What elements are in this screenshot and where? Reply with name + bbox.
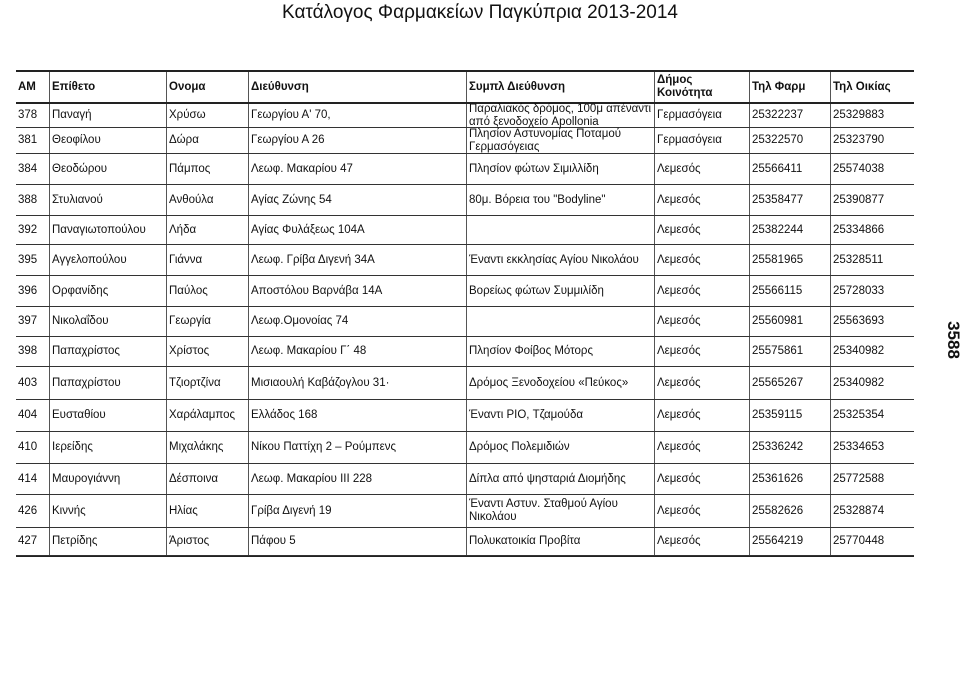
cell-name: Δώρα [166,128,248,153]
header-address: Διεύθυνση [248,72,466,102]
cell-name: Χρίστος [166,337,248,366]
cell-municipality: Λεμεσός [654,185,749,215]
cell-pharmacy-phone: 25582626 [749,495,830,527]
cell-name: Γεωργία [166,307,248,336]
cell-home-phone: 25772588 [830,464,914,494]
cell-home-phone: 25334866 [830,216,914,244]
pharmacy-table [16,70,914,557]
cell-address: Λεωφ. Γρίβα Διγενή 34Α [248,245,466,275]
cell-pharmacy-phone: 25358477 [749,185,830,215]
cell-name: Γιάννα [166,245,248,275]
cell-extra-address: Δρόμος Ξενοδοχείου «Πεύκος» [466,367,654,399]
cell-municipality: Λεμεσός [654,154,749,184]
cell-address: Μισιαουλή Καβάζογλου 31· [248,367,466,399]
cell-address: Αποστόλου Βαρνάβα 14Α [248,276,466,306]
cell-extra-address: Δρόμος Πολεμιδιών [466,432,654,463]
header-name: Ονομα [166,72,248,102]
cell-surname: Παπαχρίστου [49,367,166,399]
cell-address: Πάφου 5 [248,528,466,555]
header-municipality: Δήμος Κοινότητα [654,72,749,102]
cell-extra-address: Πολυκατοικία Προβίτα [466,528,654,555]
table-row [16,528,914,556]
table-row [16,337,914,367]
cell-surname: Ιερείδης [49,432,166,463]
cell-home-phone: 25340982 [830,367,914,399]
cell-pharmacy-phone: 25322570 [749,128,830,153]
cell-am: 381 [18,134,38,146]
cell-home-phone: 25390877 [830,185,914,215]
cell-address: Λεωφ. Μακαρίου Γ΄ 48 [248,337,466,366]
cell-municipality: Λεμεσός [654,528,749,555]
cell-address: Λεωφ.Ομονοίας 74 [248,307,466,336]
cell-name: Τζιορτζίνα [166,367,248,399]
cell-pharmacy-phone: 25566411 [749,154,830,184]
cell-pharmacy-phone: 25361626 [749,464,830,494]
cell-am: 403 [18,376,38,389]
cell-surname: Παπαχρίστος [49,337,166,366]
table-row [16,276,914,307]
cell-home-phone: 25563693 [830,307,914,336]
cell-home-phone: 25328874 [830,495,914,527]
cell-extra-address: Παραλιακός δρόμος, 100μ απέναντι από ξενοδοχείο Apollonia [466,104,654,127]
cell-surname: Θεοδώρου [49,154,166,184]
cell-surname: Πετρίδης [49,528,166,555]
cell-pharmacy-phone: 25322237 [749,104,830,127]
cell-surname: Ορφανίδης [49,276,166,306]
cell-surname: Αγγελοπούλου [49,245,166,275]
cell-extra-address: Πλησίον φώτων Σιμιλλίδη [466,154,654,184]
cell-extra-address: Έναντι PIO, Τζαμούδα [466,400,654,431]
cell-am: 426 [18,504,38,517]
cell-address: Νίκου Παττίχη 2 – Ρούμπενς [248,432,466,463]
cell-name: Ηλίας [166,495,248,527]
cell-address: Αγίας Φυλάξεως 104Α [248,216,466,244]
cell-home-phone: 25574038 [830,154,914,184]
cell-pharmacy-phone: 25564219 [749,528,830,555]
page-title: Κατάλογος Φαρμακείων Παγκύπρια 2013-2014 [282,2,678,23]
table-row [16,128,914,154]
cell-extra-address: Έναντι εκκλησίας Αγίου Νικολάου [466,245,654,275]
cell-am: 384 [18,162,38,175]
table-row [16,154,914,185]
cell-surname: Ευσταθίου [49,400,166,431]
cell-extra-address: Βορείως φώτων Συμμιλίδη [466,276,654,306]
header-am: ΑΜ [18,80,36,93]
cell-extra-address [466,216,654,244]
cell-name: Παύλος [166,276,248,306]
cell-pharmacy-phone: 25560981 [749,307,830,336]
cell-municipality: Λεμεσός [654,307,749,336]
cell-surname: Κιννής [49,495,166,527]
header-pharmacy-phone: Τηλ Φαρμ [749,72,830,102]
cell-municipality: Λεμεσός [654,432,749,463]
cell-name: Χρύσω [166,104,248,127]
cell-home-phone: 25328511 [830,245,914,275]
header-home-phone: Τηλ Οικίας [830,72,914,102]
cell-municipality: Γερμασόγεια [654,128,749,153]
cell-municipality: Λεμεσός [654,216,749,244]
table-row [16,400,914,432]
cell-am: 397 [18,315,38,327]
cell-surname: Στυλιανού [49,185,166,215]
table-row [16,464,914,495]
table-header [16,72,914,104]
cell-extra-address: Πλησίον Αστυνομίας Ποταμού Γερμασόγειας [466,128,654,153]
table-row [16,495,914,528]
cell-municipality: Λεμεσός [654,495,749,527]
cell-address: Γεωργίου Α 26 [248,128,466,153]
cell-pharmacy-phone: 25566115 [749,276,830,306]
cell-name: Χαράλαμπος [166,400,248,431]
cell-pharmacy-phone: 25336242 [749,432,830,463]
table-row [16,185,914,216]
cell-municipality: Λεμεσός [654,337,749,366]
cell-name: Μιχαλάκης [166,432,248,463]
cell-am: 398 [18,345,38,357]
cell-municipality: Λεμεσός [654,400,749,431]
cell-address: Λεωφ. Μακαρίου 47 [248,154,466,184]
cell-name: Δέσποινα [166,464,248,494]
cell-name: Ανθούλα [166,185,248,215]
cell-address: Γεωργίου Α' 70, [248,104,466,127]
cell-extra-address: 80μ. Βόρεια του "Bodyline" [466,185,654,215]
cell-pharmacy-phone: 25359115 [749,400,830,431]
table-row [16,245,914,276]
cell-am: 392 [18,223,38,236]
cell-am: 427 [18,535,38,547]
cell-name: Πάμπος [166,154,248,184]
page-number: 3588 [943,321,963,359]
cell-home-phone: 25340982 [830,337,914,366]
cell-pharmacy-phone: 25581965 [749,245,830,275]
cell-am: 378 [18,109,38,121]
table-row [16,307,914,337]
cell-municipality: Λεμεσός [654,276,749,306]
cell-extra-address: Δίπλα από ψησταριά Διομήδης [466,464,654,494]
table-row [16,216,914,245]
cell-pharmacy-phone: 25565267 [749,367,830,399]
cell-address: Λεωφ. Μακαρίου ΙΙΙ 228 [248,464,466,494]
cell-municipality: Λεμεσός [654,464,749,494]
cell-address: Αγίας Ζώνης 54 [248,185,466,215]
header-extra-address: Συμπλ Διεύθυνση [466,72,654,102]
cell-home-phone: 25329883 [830,104,914,127]
header-surname: Επίθετο [49,72,166,102]
cell-municipality: Γερμασόγεια [654,104,749,127]
cell-surname: Θεοφίλου [49,128,166,153]
cell-am: 388 [18,193,38,206]
cell-am: 396 [18,284,38,297]
cell-home-phone: 25334653 [830,432,914,463]
cell-address: Ελλάδος 168 [248,400,466,431]
cell-name: Άριστος [166,528,248,555]
cell-am: 414 [18,472,38,485]
cell-surname: Μαυρογιάννη [49,464,166,494]
cell-extra-address: Έναντι Αστυν. Σταθμού Αγίου Νικολάου [466,495,654,527]
cell-surname: Παναγιωτοπούλου [49,216,166,244]
cell-pharmacy-phone: 25382244 [749,216,830,244]
cell-municipality: Λεμεσός [654,367,749,399]
cell-home-phone: 25728033 [830,276,914,306]
cell-home-phone: 25325354 [830,400,914,431]
cell-address: Γρίβα Διγενή 19 [248,495,466,527]
cell-home-phone: 25770448 [830,528,914,555]
cell-extra-address [466,307,654,336]
cell-am: 410 [18,441,38,453]
cell-pharmacy-phone: 25575861 [749,337,830,366]
cell-am: 404 [18,409,38,421]
cell-extra-address: Πλησίον Φοίβος Μότορς [466,337,654,366]
cell-surname: Νικολαΐδου [49,307,166,336]
table-row [16,104,914,128]
cell-name: Λήδα [166,216,248,244]
table-row [16,367,914,400]
table-row [16,432,914,464]
cell-am: 395 [18,253,38,266]
cell-home-phone: 25323790 [830,128,914,153]
cell-surname: Παναγή [49,104,166,127]
cell-municipality: Λεμεσός [654,245,749,275]
